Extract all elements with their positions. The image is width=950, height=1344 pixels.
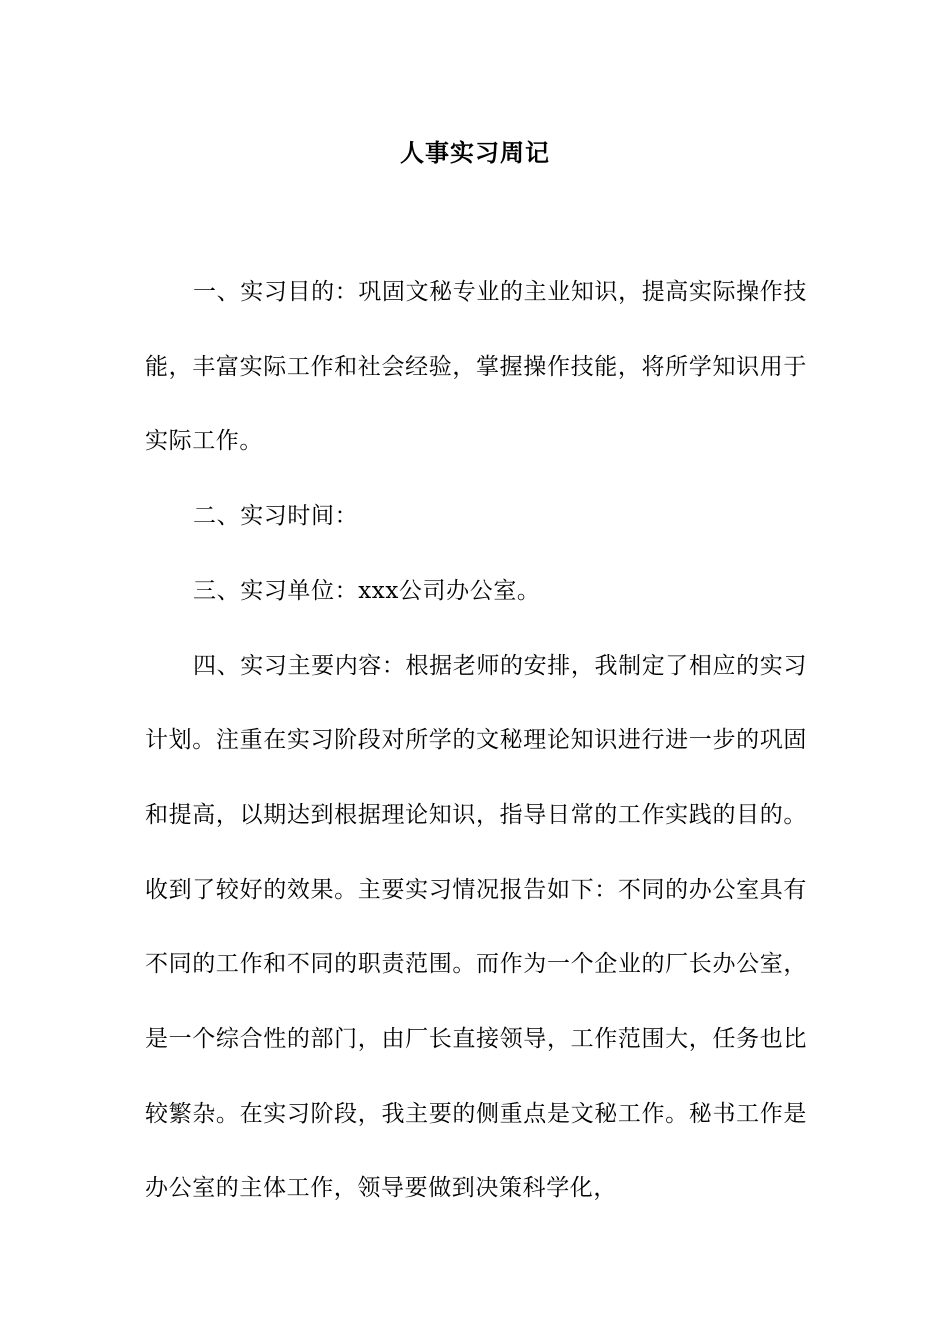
paragraph-content: 四、实习主要内容：根据老师的安排，我制定了相应的实习计划。注重在实习阶段对所学的文秘理论知识进行进一步的巩固和提高，以期达到根据理论知识，指导日常的工作实践的目的。收到了较好的效果。主要实习情况报告如下：不同的办公室具有不同的工作和不同的职责范围。而作为一个企业的厂长办公室，是一个综合性的部门，由厂长直接领导，工作范围大，任务也比较繁杂。在实习阶段，我主要的侧重点是文秘工作。秘书工作是办公室的主体工作，领导要做到决策科学化，: [145, 652, 807, 1202]
paragraph-time: 二、实习时间：: [193, 503, 359, 530]
paragraph-purpose: 一、实习目的：巩固文秘专业的主业知识，提高实际操作技能，丰富实际工作和社会经验，掌握操作技能，将所学知识用于实际工作。: [145, 279, 807, 455]
document-body: [145, 255, 807, 1226]
document-title: 人事实习周记: [400, 138, 550, 167]
paragraph-unit: 三、实习单位：xxx公司办公室。: [193, 577, 541, 604]
